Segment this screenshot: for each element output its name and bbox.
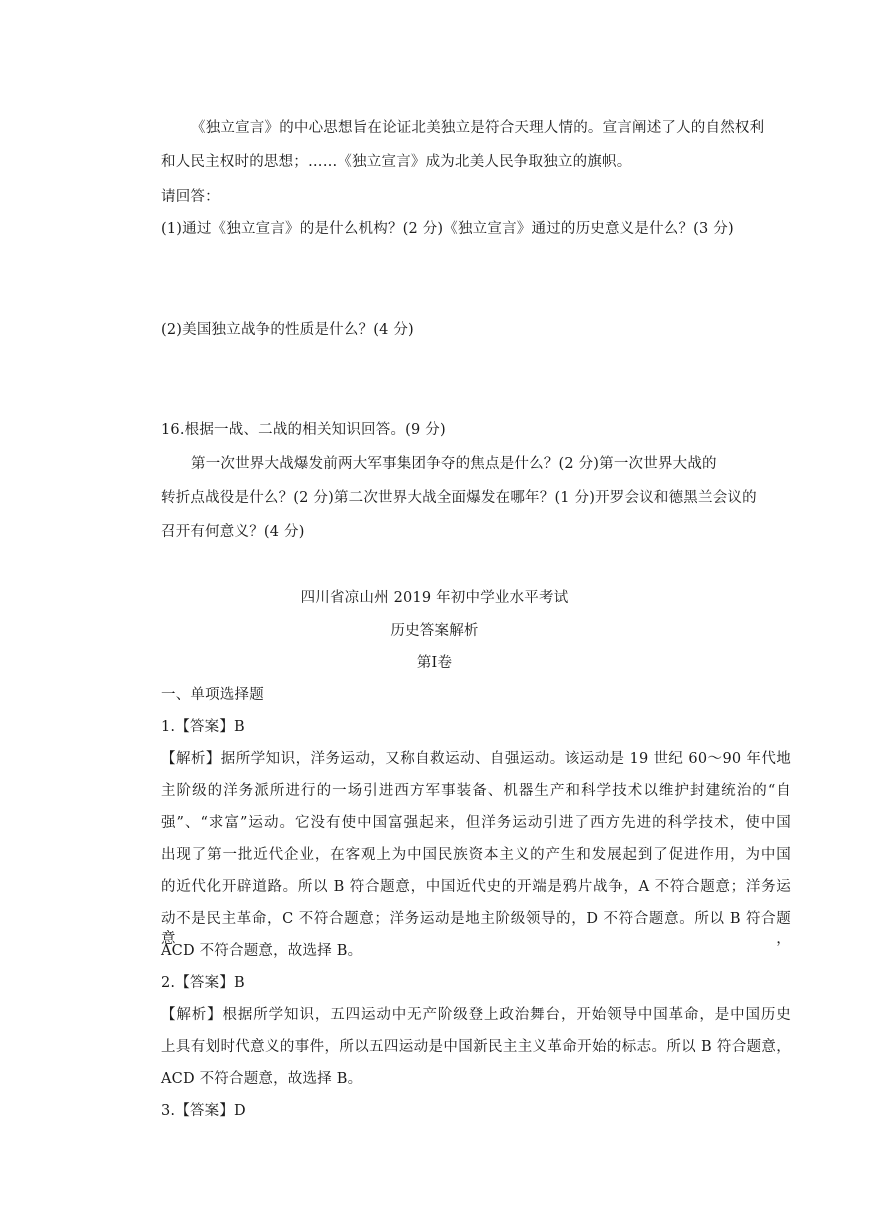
answer-1-label: 1.【答案】B: [161, 719, 245, 735]
q16-line-1: 第一次世界大战爆发前两大军事集团争夺的焦点是什么？(2 分)第一次世界大战的: [191, 456, 717, 472]
q15-subquestion-1: (1)通过《独立宣言》的是什么机构？(2 分)《独立宣言》通过的历史意义是什么？(3 分): [161, 221, 734, 237]
answer-1-line: 的近代化开辟道路。所以 B 符合题意，中国近代史的开端是鸦片战争，A 不符合题意；洋务运: [161, 879, 791, 895]
answers-title: 四川省凉山州 2019 年初中学业水平考试: [300, 590, 569, 606]
answer-2-line: ACD 不符合题意，故选择 B。: [161, 1071, 363, 1087]
answer-1-line: 动不是民主革命，C 不符合题意；洋务运动是地主阶级领导的，D 不符合题意。所以 B 符合题意，: [161, 911, 791, 947]
answers-section-heading: 一、单项选择题: [161, 687, 264, 703]
answers-volume: 第Ⅰ卷: [416, 655, 453, 671]
answer-2-label: 2.【答案】B: [161, 975, 245, 991]
answer-1-line: 主阶级的洋务派所进行的一场引进西方军事装备、机器生产和科学技术以维护封建统治的“自: [161, 783, 791, 799]
answer-1-line: 出现了第一批近代企业，在客观上为中国民族资本主义的产生和发展起到了促进作用，为中国: [161, 847, 791, 863]
answer-1-line: 强”、“求富”运动。它没有使中国富强起来，但洋务运动引进了西方先进的科学技术，使中国: [161, 815, 791, 831]
q15-subquestion-2: (2)美国独立战争的性质是什么？(4 分): [161, 322, 414, 338]
answer-1-line: ACD 不符合题意，故选择 B。: [161, 943, 363, 959]
answer-3-label: 3.【答案】D: [161, 1103, 246, 1119]
q16-heading: 16.根据一战、二战的相关知识回答。(9 分): [161, 422, 446, 438]
q16-line-3: 召开有何意义？(4 分): [161, 524, 305, 540]
answers-subtitle: 历史答案解析: [390, 623, 479, 639]
q16-line-2: 转折点战役是什么？(2 分)第二次世界大战全面爆发在哪年？(1 分)开罗会议和德黑兰会议的: [161, 490, 757, 506]
passage-line-1: 《独立宣言》的中心思想旨在论证北美独立是符合天理人情的。宣言阐述了人的自然权利: [191, 120, 765, 136]
passage-line-2: 和人民主权时的思想；……《独立宣言》成为北美人民争取独立的旗帜。: [161, 154, 632, 170]
answer-2-line: 上具有划时代意义的事件，所以五四运动是中国新民主主义革命开始的标志。所以 B 符合题意，: [161, 1039, 791, 1055]
answer-2-line: 【解析】根据所学知识，五四运动中无产阶级登上政治舞台，开始领导中国革命，是中国历史: [161, 1007, 791, 1023]
prompt-text: 请回答：: [161, 189, 220, 205]
answer-1-line: 【解析】据所学知识，洋务运动，又称自救运动、自强运动。该运动是 19 世纪 60～90 年代地: [161, 751, 791, 767]
